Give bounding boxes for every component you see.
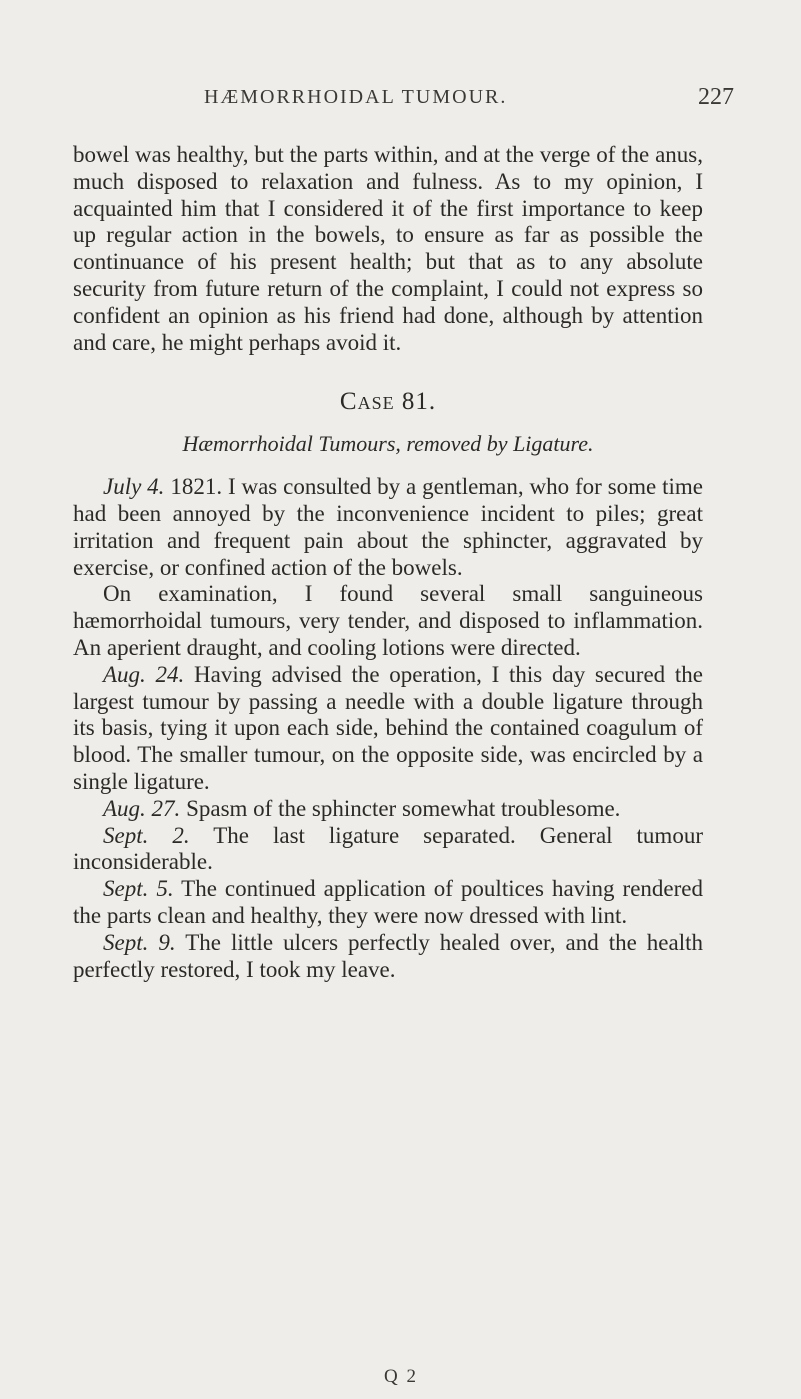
- entry-date: Aug. 27.: [103, 795, 181, 821]
- case-entry: [73, 823, 703, 877]
- case-entry: [73, 474, 703, 581]
- entry-date: Sept. 9.: [103, 929, 176, 955]
- entry-date: Sept. 2.: [103, 822, 190, 848]
- case-entry: [73, 662, 703, 796]
- signature-mark: Q 2: [384, 1366, 418, 1387]
- case-heading: [73, 389, 703, 419]
- running-head: [0, 86, 801, 116]
- page-number: 227: [698, 84, 734, 110]
- case-entry: [73, 930, 703, 984]
- case-entry: [73, 796, 703, 823]
- case-heading-text: Case 81.: [339, 388, 437, 416]
- page-body: [73, 142, 703, 983]
- entry-text: The continued application of poultices having rendered the parts clean and healthy, they were now dressed with lint.: [73, 876, 703, 928]
- entry-text: On examination, I found several small sanguineous hæmorrhoidal tumours, very tender, and disposed to inflammation. An aperient draught, and cooling lotions were directed.: [73, 581, 703, 660]
- case-subtitle: Hæmorrhoidal Tumours, removed by Ligature.: [182, 431, 594, 457]
- entry-date: July 4.: [103, 474, 165, 500]
- paragraph-continuation: bowel was healthy, but the parts within, and at the verge of the anus, much disposed to relaxation and fulness. As to my opinion, I acquainted him that I considered it of the first importance to keep up regular action in the bowels, to ensure as far as possible the continuance of his present health; but that as to any absolute security from future return of the complaint, I could not express so confident an opinion as his friend had done, although by attention and care, he might perhaps avoid it.: [73, 142, 703, 355]
- entry-date: Sept. 5.: [103, 876, 174, 902]
- entry-text: The last ligature separated. General tumour inconsiderable.: [73, 822, 703, 875]
- case-entry: [73, 876, 703, 930]
- entry-text: Spasm of the sphincter somewhat troublesome.: [180, 795, 621, 821]
- entry-text: The little ulcers perfectly healed over, and the health perfectly restored, I took my leave.: [73, 929, 703, 982]
- entry-text: 1821. I was consulted by a gentleman, who for some time had been annoyed by the inconvenience incident to piles; great irritation and frequent pain about the sphincter, aggravated by exercise, or confined action of the bowels.: [73, 474, 703, 580]
- entry-date: Aug. 24.: [103, 661, 185, 687]
- case-entry: [73, 581, 703, 661]
- entry-text: Having advised the operation, I this day secured the largest tumour by passing a needle with a double ligature through its basis, tying it upon each side, behind the contained coagulum of blood. The smaller tumour, on the opposite side, was encircled by a single ligature.: [73, 661, 703, 794]
- running-title: HÆMORRHOIDAL TUMOUR.: [204, 86, 508, 108]
